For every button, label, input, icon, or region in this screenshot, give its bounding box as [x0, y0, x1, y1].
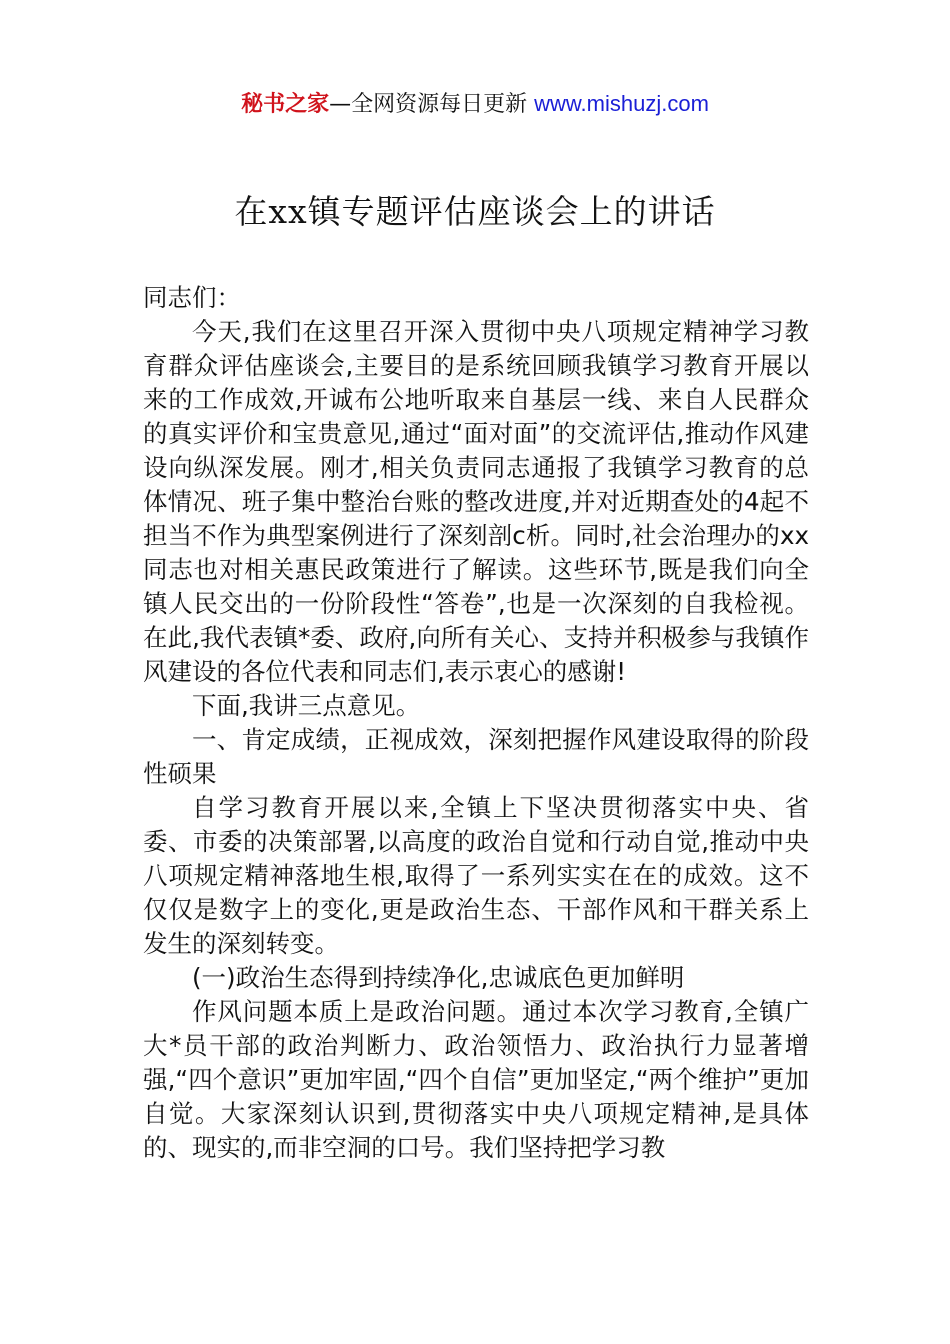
- paragraph-section-1: 自学习教育开展以来,全镇上下坚决贯彻落实中央、省委、市委的决策部署,以高度的政治自觉和行动自觉,推动中央八项规定精神落地生根,取得了一系列实实在在的成效。这不仅仅是数字上的变化,更是政治生态、干部作风和干群关系上发生的深刻转变。: [143, 793, 809, 958]
- paragraph-subsection-1: 作风问题本质上是政治问题。通过本次学习教育,全镇广大*员干部的政治判断力、政治领悟力、政治执行力显著增强,“四个意识”更加牢固,“四个自信”更加坚定,“两个维护”更加自觉。大家深刻认识到,贯彻落实中央八项规定精神,是具体的、现实的,而非空洞的口号。我们坚持把学习教: [143, 997, 809, 1162]
- subsection-heading-1: (一)政治生态得到持续净化,忠诚底色更加鲜明: [192, 963, 685, 992]
- brand-name: 秘书之家: [241, 92, 330, 117]
- section-heading-1: 一、肯定成绩，正视成效，深刻把握作风建设取得的阶段性硕果: [143, 725, 809, 788]
- site-header: [0, 88, 950, 121]
- document-title: 在xx镇专题评估座谈会上的讲话: [234, 192, 716, 231]
- header-slogan: —全网资源每日更新: [329, 92, 535, 117]
- paragraph-intro: 今天,我们在这里召开深入贯彻中央八项规定精神学习教育群众评估座谈会,主要目的是系统回顾我镇学习教育开展以来的工作成效,开诚布公地听取来自基层一线、来自人民群众的真实评价和宝贵意见,通过“面对面”的交流评估,推动作风建设向纵深发展。刚才,相关负责同志通报了我镇学习教育的总体情况、班子集中整治台账的整改进度,并对近期查处的4起不担当不作为典型案例进行了深刻剖c析。同时,社会治理办的xx同志也对相关惠民政策进行了解读。这些环节,既是我们向全镇人民交出的一份阶段性“答卷”,也是一次深刻的自我检视。在此,我代表镇*委、政府,向所有关心、支持并积极参与我镇作风建设的各位代表和同志们,表示衷心的感谢!: [143, 317, 809, 686]
- paragraph-transition: 下面,我讲三点意见。: [192, 691, 421, 720]
- document-body: [143, 281, 809, 1165]
- site-url[interactable]: www.mishuzj.com: [534, 91, 709, 116]
- salutation: 同志们：: [143, 283, 241, 312]
